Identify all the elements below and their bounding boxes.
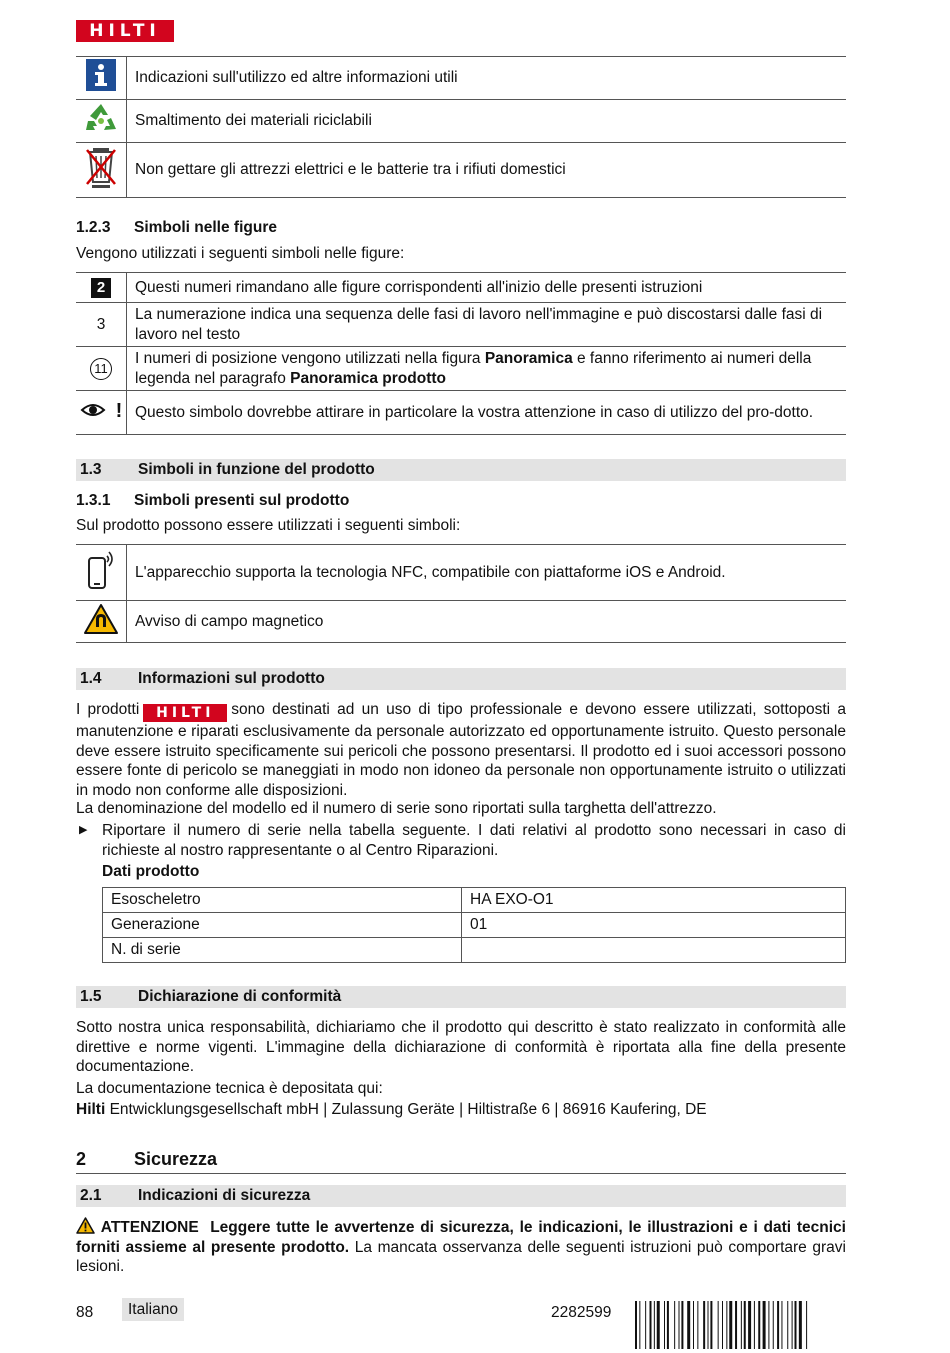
eye-attention-icon: !	[76, 391, 127, 435]
table-row	[103, 888, 846, 913]
symbol-description: I numeri di posizione vengono utilizzati nella figura Panoramica e fanno riferimento ai numeri della legenda nel paragrafo Panoramica prodotto	[127, 347, 847, 391]
nfc-phone-icon	[76, 545, 127, 601]
data-table-title: Dati prodotto	[102, 863, 200, 880]
info-icon	[76, 57, 127, 100]
symbol-description: Questi numeri rimandano alle figure corrispondenti all'inizio delle presenti istruzioni	[127, 273, 847, 303]
product-info-paragraph: I prodotti HILTI sono destinati ad un uso di tipo professionale e devono essere utilizzati, sottoposti a manutenzione e riparati esclusivamente da personale autorizzato ed opportunamente istruito. Questo personale deve essere istruito specificamente sui pericoli che possono presentarsi. Il prodotto ed i suoi accessori possono essere fonte di pericolo se maneggiati in modo non idoneo da personale non opportunamente istruito o utilizzati in modo non conforme alle disposizioni.	[76, 701, 846, 799]
symbol-description: Avviso di campo magnetico	[127, 601, 847, 643]
table-row	[76, 391, 846, 435]
table-row	[76, 545, 846, 601]
hilti-logo: HILTI	[76, 20, 174, 42]
section-heading-1-3: 1.3 Simboli in funzione del prodotto	[76, 459, 846, 481]
table-row	[103, 938, 846, 963]
symbol-description: Indicazioni sull'utilizzo ed altre informazioni utili	[127, 57, 847, 100]
symbol-description: La numerazione indica una sequenza delle fasi di lavoro nell'immagine e può discostarsi dalle fasi di lavoro nel testo	[127, 303, 847, 347]
table-row	[103, 913, 846, 938]
document-id: 2282599	[551, 1304, 612, 1321]
symbol-description: L'apparecchio supporta la tecnologia NFC, compatibile con piattaforme iOS e Android.	[127, 545, 847, 601]
section-heading-1-5: 1.5 Dichiarazione di conformità	[76, 986, 846, 1008]
chapter-heading-2: 2 Sicurezza	[76, 1148, 846, 1174]
data-value: HA EXO-O1	[462, 888, 846, 913]
serial-number-cell[interactable]	[462, 938, 846, 963]
table-row	[76, 273, 846, 303]
language-label: Italiano	[122, 1300, 184, 1320]
hilti-address: Hilti Entwicklungsgesellschaft mbH | Zulassung Geräte | Hiltistraße 6 | 86916 Kaufering, DE	[76, 1101, 707, 1118]
figure-number-icon: 2	[76, 273, 127, 303]
bullet-instruction: Riportare il numero di serie nella tabella seguente. I dati relativi al prodotto sono necessari in caso di richieste al nostro rappresentante o al Centro Riparazioni.	[102, 822, 846, 859]
documentation-location: La documentazione tecnica è depositata qui:	[76, 1080, 383, 1097]
product-data-table	[102, 887, 846, 963]
data-label: Esoscheletro	[103, 888, 462, 913]
section-heading-1-2-3: 1.2.3 Simboli nelle figure	[76, 219, 277, 236]
section-intro: Sul prodotto possono essere utilizzati i seguenti simboli:	[76, 517, 461, 534]
section-heading-1-4: 1.4 Informazioni sul prodotto	[76, 668, 846, 690]
recycle-icon	[76, 100, 127, 143]
table-row	[76, 347, 846, 391]
step-number-icon: 3	[76, 303, 127, 347]
magnetic-field-warning-icon	[76, 601, 127, 643]
symbol-description: Questo simbolo dovrebbe attirare in particolare la vostra attenzione in caso di utilizzo del pro-dotto.	[127, 391, 847, 435]
symbols-table-general	[76, 56, 846, 198]
bullet-arrow-icon: ▶	[79, 824, 88, 836]
data-label: N. di serie	[103, 938, 462, 963]
safety-warning: ATTENZIONE Leggere tutte le avvertenze di sicurezza, le indicazioni, le illustrazioni e i dati tecnici forniti assieme al presente prodotto. La mancata osservanza delle seguenti istruzioni può comportare gravi lesioni.	[76, 1219, 846, 1275]
position-number-icon: 11	[76, 347, 127, 391]
symbols-table-product	[76, 544, 846, 643]
page-number: 88	[76, 1304, 94, 1321]
table-row	[76, 143, 846, 198]
data-value: 01	[462, 913, 846, 938]
table-row	[76, 100, 846, 143]
crossed-bin-icon	[76, 143, 127, 198]
table-row	[76, 601, 846, 643]
data-label: Generazione	[103, 913, 462, 938]
section-heading-2-1: 2.1 Indicazioni di sicurezza	[76, 1185, 846, 1207]
model-serial-paragraph: La denominazione del modello ed il numero di serie sono riportati sulla targhetta dell'attrezzo.	[76, 800, 717, 817]
symbol-description: Smaltimento dei materiali riciclabili	[127, 100, 847, 143]
conformity-paragraph: Sotto nostra unica responsabilità, dichiariamo che il prodotto qui descritto è stato realizzato in conformità alle direttive e norme vigenti. L'immagine della dichiarazione di conformità è riportata alla fine della presente documentazione.	[76, 1019, 846, 1075]
table-row	[76, 57, 846, 100]
symbol-description: Non gettare gli attrezzi elettrici e le batterie tra i rifiuti domestici	[127, 143, 847, 198]
hilti-logo-inline: HILTI	[143, 704, 227, 722]
barcode	[635, 1301, 846, 1349]
warning-triangle-icon	[76, 1217, 95, 1234]
section-intro: Vengono utilizzati i seguenti simboli nelle figure:	[76, 245, 405, 262]
table-row	[76, 303, 846, 347]
symbols-table-figures	[76, 272, 846, 435]
section-heading-1-3-1: 1.3.1 Simboli presenti sul prodotto	[76, 492, 350, 509]
